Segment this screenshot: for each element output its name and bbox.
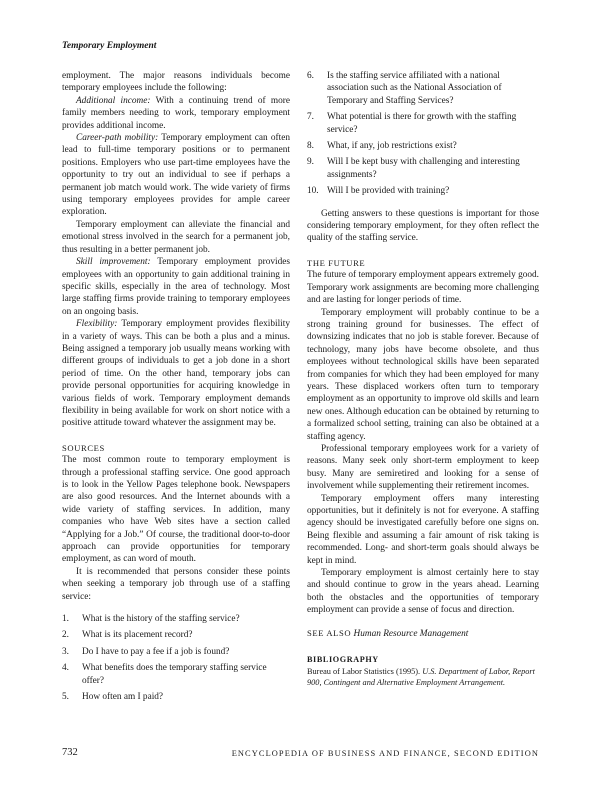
- list-item: 8. What, if any, job restrictions exist?: [307, 141, 457, 152]
- term-text: With a continuing trend of more family members needing to work, temporary employment provides additional income.: [62, 95, 290, 131]
- list-item: 3. Do I have to pay a fee if a job is found?: [62, 646, 230, 657]
- section-heading-future: THE FUTURE: [307, 257, 366, 268]
- list-item: 5. How often am I paid?: [62, 692, 164, 703]
- term-label: Skill improvement:: [76, 257, 151, 268]
- list-item: 9. Will I be kept busy with challenging and interesting assignments?: [307, 157, 520, 180]
- paragraph: It is recommended that persons consider these points when seeking a temporary job through use of a staffing service:: [62, 566, 290, 602]
- footer-title: ENCYCLOPEDIA OF BUSINESS AND FINANCE, SECOND EDITION: [231, 749, 539, 758]
- paragraph-skill-improvement: [62, 256, 290, 318]
- question-list: [62, 613, 290, 703]
- term-text: Temporary employment can often lead to full-time temporary positions or to permanent positions. Employers who use part-time employees have the opportunity to try out an individual to see if perhaps a permanent job match would work. The wide variety of firms using temporary employees provides for ample career exploration.: [62, 133, 290, 218]
- term-text: Temporary employment provides flexibility in a variety of ways. This can be both a plus and a minus. Being assigned a temporary job usually means working with different groups of individuals to get a job done in a short period of time. On the other hand, temporary jobs can provide personal opportunities for acquiring knowledge in various fields of work. Temporary employment demands flexibility in being available for work on short notice with a positive attitude toward whatever the assignment may be.: [62, 319, 290, 429]
- list-item: 2. What is its placement record?: [62, 630, 193, 641]
- bibliography-entry: Bureau of Labor Statistics (1995). U.S. Department of Labor, Report 900, Contingent and Alternative Employment Arrangement.: [307, 667, 535, 688]
- right-column: [307, 70, 539, 688]
- term-label: Flexibility:: [76, 319, 118, 330]
- list-item: 6. Is the staffing service affiliated with a national association such as the National Association of Temporary and Staffing Services?: [307, 71, 502, 106]
- paragraph: The future of temporary employment appears extremely good. Temporary work assignments are becoming more challenging and are lasting for longer periods of time.: [307, 270, 539, 306]
- left-column: [62, 70, 290, 708]
- paragraph-flexibility: [62, 318, 290, 430]
- paragraph: Temporary employment can alleviate the financial and emotional stress involved in the search for a permanent job, thus resulting in a better permanent job.: [62, 219, 290, 255]
- section-heading-sources: SOURCES: [62, 442, 105, 453]
- paragraph: Professional temporary employees work for a variety of reasons. Many seek only short-term employment to keep busy. Many are semiretired and looking for a sense of involvement while supplementing their retirement incomes.: [307, 443, 539, 492]
- paragraph: Temporary employment offers many interesting opportunities, but it definitely is not for everyone. A staffing agency should be investigated carefully before one signs on. Being flexible and assuming a fair amount of risk taking is recommended. Long- and short-term goals should always be kept in mind.: [307, 493, 539, 566]
- list-item: 7. What potential is there for growth with the staffing service?: [307, 112, 517, 135]
- term-label: Career-path mobility:: [76, 133, 159, 144]
- paragraph: Temporary employment will probably continue to be a strong training ground for businesses. The effect of downsizing indicates that no job is stable forever. Because of technology, many jobs have become obsolete, and thus employees without technological skills have been separated from companies for which they had been employed for many years. These displaced workers often turn to temporary employment as an opportunity to improve old skills and learn new ones. Although education can be obtained by returning to a formalized school setting, training can also be obtained at a staffing agency.: [307, 307, 539, 442]
- paragraph: The most common route to temporary employment is through a professional staffing service. One good approach is to look in the Yellow Pages telephone book. Newspapers are also good resources. And the Internet abounds with a wide variety of staffing services. In addition, many companies who have Web sites have a section called “Applying for a Job.” Of course, the traditional door-to-door approach can provide opportunities for temporary employment, as can word of mouth.: [62, 455, 290, 565]
- term-text: Temporary employment provides employees with an opportunity to gain additional training in specific skills, especially in the area of technology. Most large staffing firms provide training to temporary employees on an ongoing basis.: [62, 257, 291, 317]
- running-head: Temporary Employment: [62, 41, 157, 51]
- see-also-label: SEE ALSO: [307, 627, 352, 638]
- see-also: [307, 627, 539, 640]
- page-number: 732: [62, 747, 78, 758]
- term-label: Additional income:: [76, 95, 151, 106]
- paragraph: Getting answers to these questions is important for those considering temporary employment, for they often reflect the quality of the staffing service.: [307, 208, 539, 244]
- paragraph-career-path: [62, 132, 290, 219]
- list-item: 1. What is the history of the staffing service?: [62, 614, 240, 625]
- see-also-link[interactable]: Human Resource Management: [353, 628, 469, 639]
- list-item: 4. What benefits does the temporary staffing service offer?: [62, 663, 267, 686]
- question-list: [307, 70, 539, 198]
- paragraph: Temporary employment is almost certainly here to stay and should continue to grow in the years ahead. Learning both the obstacles and the opportunities of temporary employment can provide a sense of focus and direction.: [307, 568, 539, 616]
- paragraph-additional-income: [62, 95, 290, 132]
- bibliography-heading: BIBLIOGRAPHY: [307, 655, 379, 665]
- list-item: 10. Will I be provided with training?: [307, 186, 450, 197]
- paragraph: employment. The major reasons individuals become temporary employees include the following:: [62, 71, 290, 94]
